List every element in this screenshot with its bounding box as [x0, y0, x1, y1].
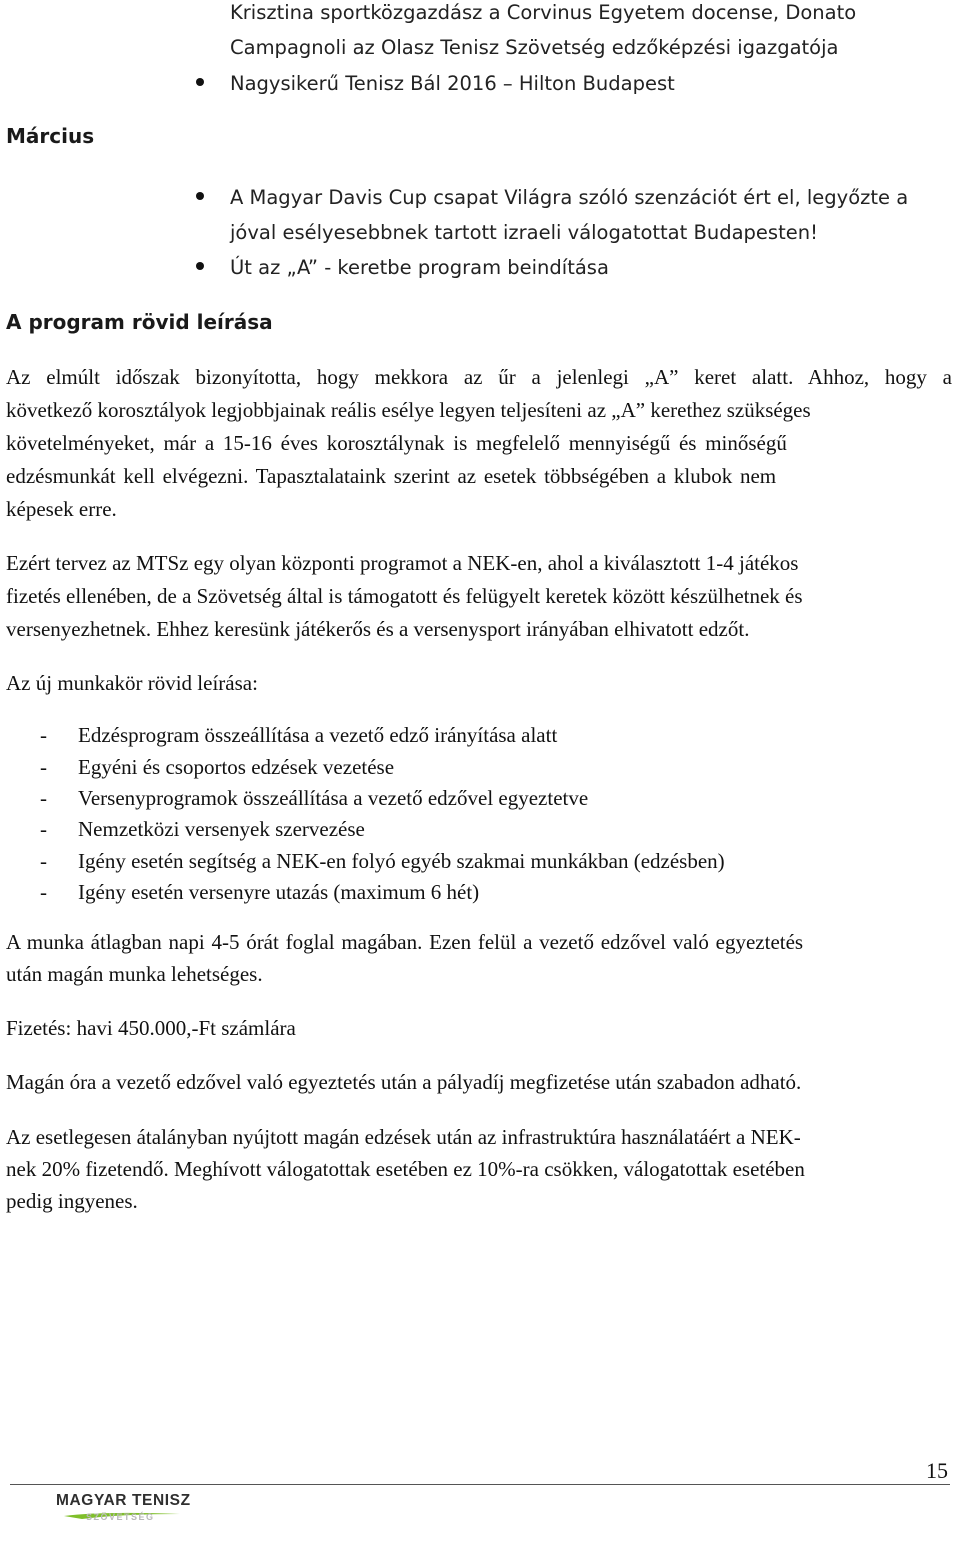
task-text: Igény esetén versenyre utazás (maximum 6 hét) — [78, 880, 480, 904]
bullet-dot-icon — [196, 78, 204, 86]
task-text: Edzésprogram összeállítása a vezető edző irányítása alatt — [78, 723, 558, 747]
dash-marker: - — [40, 723, 47, 747]
section-heading-marcius: Március — [6, 124, 95, 148]
logo-main-text: MAGYAR TENISZ — [56, 1492, 191, 1509]
job-description-heading: Az új munkakör rövid leírása: — [6, 671, 258, 695]
bullet-item-line-2: jóval esélyesebbnek tartott izraeli válogatottat Budapesten! — [230, 221, 818, 244]
paragraph-line: képesek erre. — [6, 497, 117, 521]
task-list-item — [6, 720, 906, 751]
dash-marker: - — [40, 817, 47, 841]
paragraph-intro — [6, 361, 952, 394]
paragraph-intro-5 — [6, 493, 117, 526]
task-text: Nemzetközi versenyek szervezése — [78, 817, 365, 841]
paragraph-mtsz — [6, 547, 798, 580]
paragraph-intro-3 — [6, 427, 952, 460]
paragraph-line: fizetés ellenében, de a Szövetség által is támogatott és felügyelt keretek között készülhetnek és — [6, 584, 803, 608]
task-text: Egyéni és csoportos edzések vezetése — [78, 755, 395, 779]
paragraph-intro-2 — [6, 394, 952, 427]
task-text: Versenyprogramok összeállítása a vezető edzővel egyeztetve — [78, 786, 589, 810]
bullet-continuation-line-2: Campagnoli az Olasz Tenisz Szövetség edzőképzési igazgatója — [230, 36, 839, 59]
paragraph-mtsz-3 — [6, 613, 749, 646]
dash-marker: - — [40, 880, 47, 904]
paragraph-workload-1: A munka átlagban napi 4-5 órát foglal magában. Ezen felül a vezető edzővel való egyeztetés — [6, 930, 804, 954]
task-list-item — [6, 783, 906, 814]
paragraph-line: versenyezhetnek. Ehhez keresünk játékerős és a versenysport irányában elhivatott edzőt. — [6, 617, 750, 641]
paragraph-line: követelményeket, már a 15-16 éves korosztálynak is megfelelő mennyiségű és minőségű — [6, 431, 787, 455]
dash-marker: - — [40, 755, 47, 779]
paragraph-mtsz-2 — [6, 580, 803, 613]
bullet-dot-icon — [196, 192, 204, 200]
federation-logo — [56, 1492, 196, 1532]
bullet-item-text: Nagysikerű Tenisz Bál 2016 – Hilton Budapest — [230, 72, 675, 95]
paragraph-intro-4 — [6, 460, 952, 493]
task-list-item — [6, 877, 906, 908]
footer-rule — [10, 1484, 950, 1485]
bullet-continuation-line-1: Krisztina sportközgazdász a Corvinus Egyetem docense, Donato — [230, 1, 857, 24]
salary-text: Fizetés: havi 450.000,-Ft számlára — [6, 1016, 296, 1040]
paragraph-line: Az elmúlt időszak bizonyította, hogy mekkora az űr a jelenlegi „A” keret alatt. Ahhoz, hogy a — [6, 365, 952, 389]
paragraph-fees-1: Az esetlegesen átalányban nyújtott magán edzések után az infrastruktúra használatáért a NEK- — [6, 1125, 801, 1149]
task-list-item — [6, 846, 906, 877]
paragraph-line: következő korosztályok legjobbjainak reális esélye legyen teljesíteni az „A” kerethez szükséges — [6, 398, 811, 422]
paragraph-line: Ezért tervez az MTSz egy olyan központi programot a NEK-en, ahol a kiválasztott 1-4 játékos — [6, 551, 799, 575]
section-heading-program: A program rövid leírása — [6, 310, 273, 334]
task-list-item — [6, 814, 906, 845]
bullet-item-text: Út az „A” - keretbe program beindítása — [230, 256, 609, 279]
paragraph-fees-3: pedig ingyenes. — [6, 1189, 138, 1213]
task-list-item — [6, 752, 906, 783]
page-number: 15 — [926, 1458, 948, 1483]
paragraph-fees-2: nek 20% fizetendő. Meghívott válogatottak esetében ez 10%-ra csökken, válogatottak esetében — [6, 1157, 805, 1181]
dash-marker: - — [40, 786, 47, 810]
dash-marker: - — [40, 849, 47, 873]
bullet-item-line-1: A Magyar Davis Cup csapat Világra szóló szenzációt ért el, legyőzte a — [230, 186, 909, 209]
logo-sub-text: SZÖVETSÉG — [86, 1512, 155, 1522]
paragraph-workload-2: után magán munka lehetséges. — [6, 962, 263, 986]
bullet-dot-icon — [196, 262, 204, 270]
paragraph-line: edzésmunkát kell elvégezni. Tapasztalataink szerint az esetek többségében a klubok nem — [6, 464, 777, 488]
paragraph-private-lessons: Magán óra a vezető edzővel való egyeztetés után a pályadíj megfizetése után szabadon adható. — [6, 1070, 802, 1094]
task-text: Igény esetén segítség a NEK-en folyó egyéb szakmai munkákban (edzésben) — [78, 849, 725, 873]
